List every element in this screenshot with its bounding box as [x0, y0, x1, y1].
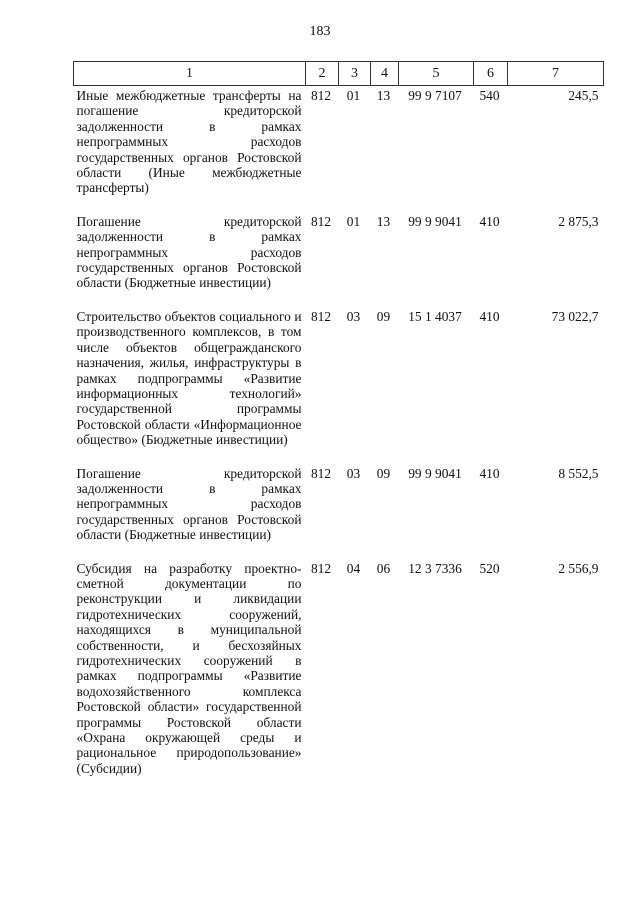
- row-subsection: 13: [376, 88, 391, 103]
- row-target-item: 99 9 9041: [408, 213, 462, 229]
- row-expense-type: 410: [479, 465, 500, 481]
- row-admin-code: 812: [310, 465, 332, 481]
- header-col-6: 6: [474, 62, 508, 86]
- row-name: Субсидия на разработку проектно-сметной документации по реконструкции и ликвидации гидротехнических сооружений, находящихся в муниципальной собственности, и бесхозяйных гидротехнических сооружений в рамках подпрограммы «Развитие водохозяйственного комплекса Ростовской области» государственной программы Ростовской области «Охрана окружающей среды и рациональное природопользование» (Субсидии): [76, 560, 302, 776]
- page-number: 183: [309, 24, 331, 39]
- row-name: Погашение кредиторской задолженности в рамках непрограммных расходов государственных органов Ростовской области (Бюджетные инвестиции): [76, 213, 302, 291]
- header-col-3: 3: [339, 62, 371, 86]
- row-admin-code: 812: [310, 88, 332, 103]
- row-target-item: 99 9 9041: [408, 465, 462, 481]
- row-section: 01: [346, 88, 361, 103]
- table-row: [74, 464, 604, 559]
- row-expense-type: 520: [479, 560, 500, 576]
- header-col-4: 4: [371, 62, 399, 86]
- row-name: Строительство объектов социального и производственного комплексов, в том числе объектов общегражданского назначения, жилья, инфраструктуры в рамках подпрограммы «Развитие информационных технологий» государственной программы Ростовской области «Информационное общество» (Бюджетные инвестиции): [76, 308, 302, 448]
- header-col-1: 1: [74, 62, 306, 86]
- table-row: [74, 86, 604, 212]
- header-col-2: 2: [306, 62, 339, 86]
- header-row: [74, 62, 604, 86]
- row-section: 03: [346, 308, 361, 324]
- table-row: [74, 559, 604, 793]
- row-amount: 2 556,9: [558, 560, 599, 576]
- row-subsection: 09: [376, 308, 391, 324]
- header-col-5: 5: [399, 62, 474, 86]
- row-section: 04: [346, 560, 361, 576]
- row-expense-type: 410: [479, 308, 500, 324]
- row-name: Иные межбюджетные трансферты на погашение кредиторской задолженности в рамках непрограммных расходов государственных органов Ростовской области (Иные межбюджетные трансферты): [76, 88, 302, 196]
- row-amount: 245,5: [568, 88, 599, 103]
- row-admin-code: 812: [310, 308, 332, 324]
- row-amount: 73 022,7: [551, 308, 599, 324]
- row-section: 03: [346, 465, 361, 481]
- row-amount: 2 875,3: [558, 213, 599, 229]
- row-name: Погашение кредиторской задолженности в рамках непрограммных расходов государственных органов Ростовской области (Бюджетные инвестиции): [76, 465, 302, 543]
- row-expense-type: 410: [479, 213, 500, 229]
- row-expense-type: 540: [479, 88, 500, 103]
- row-target-item: 99 9 7107: [408, 88, 462, 103]
- row-subsection: 13: [376, 213, 391, 229]
- row-admin-code: 812: [310, 560, 332, 576]
- row-section: 01: [346, 213, 361, 229]
- row-amount: 8 552,5: [558, 465, 599, 481]
- row-subsection: 06: [376, 560, 391, 576]
- row-admin-code: 812: [310, 213, 332, 229]
- budget-table: [73, 61, 604, 792]
- header-col-7: 7: [508, 62, 604, 86]
- row-subsection: 09: [376, 465, 391, 481]
- row-target-item: 15 1 4037: [408, 308, 462, 324]
- table-row: [74, 307, 604, 464]
- table-row: [74, 212, 604, 307]
- row-target-item: 12 3 7336: [408, 560, 462, 576]
